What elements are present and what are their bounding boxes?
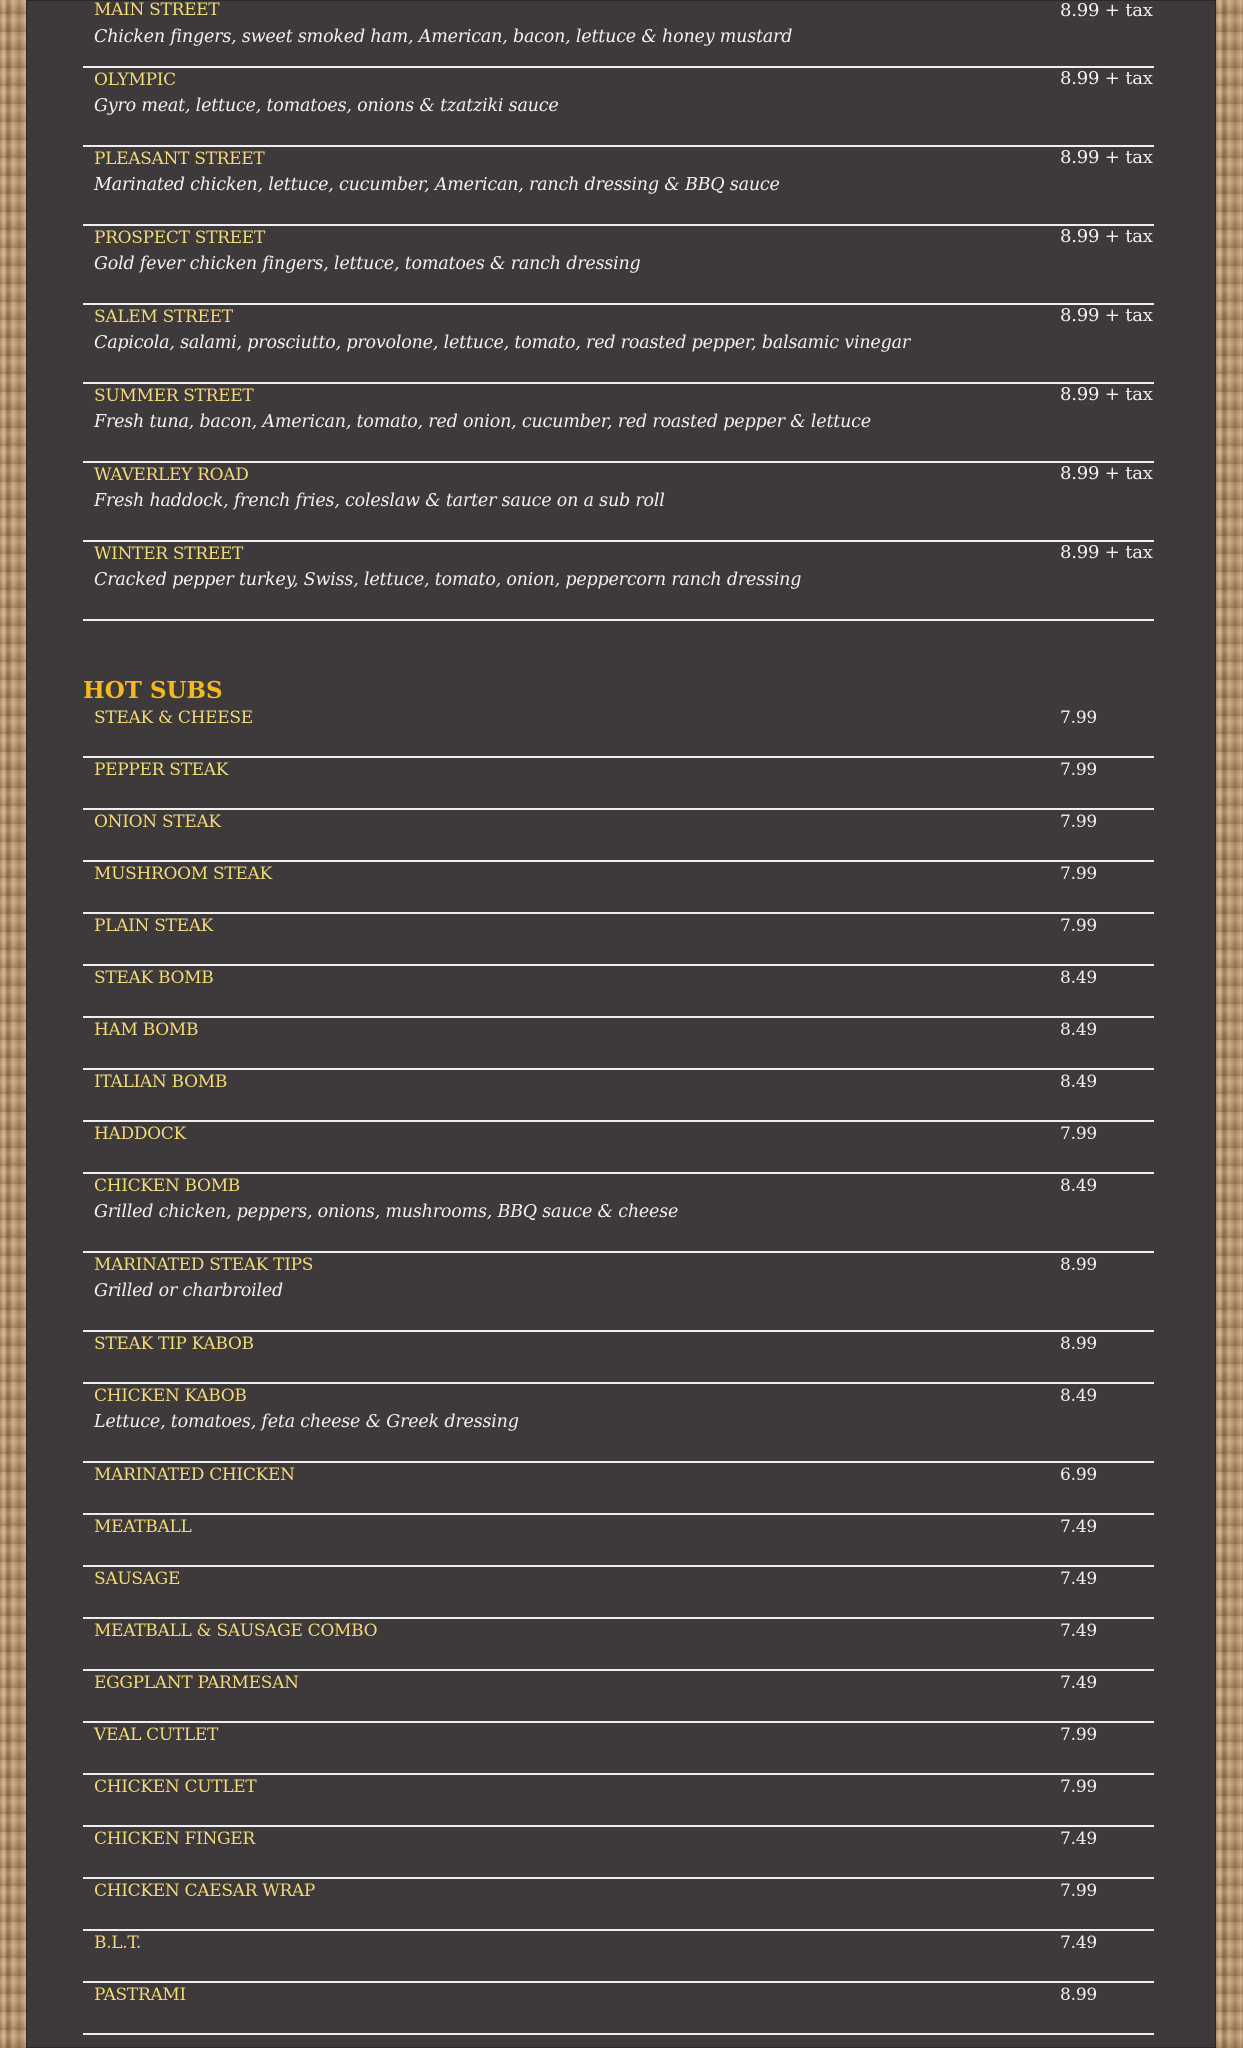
menu-content xyxy=(83,0,1154,2035)
menu-item xyxy=(83,147,1154,226)
item-name: OLYMPIC xyxy=(94,70,176,90)
item-name: ITALIAN BOMB xyxy=(94,1072,228,1092)
menu-item xyxy=(83,1253,1154,1332)
item-price: 6.99 xyxy=(1060,1465,1098,1485)
item-name: WINTER STREET xyxy=(94,544,244,564)
item-price: 8.49 xyxy=(1060,1176,1098,1196)
item-price: 7.49 xyxy=(1060,1621,1098,1641)
item-name: SUMMER STREET xyxy=(94,386,254,406)
item-name: CHICKEN BOMB xyxy=(94,1176,240,1196)
menu-item xyxy=(83,758,1154,810)
menu-item xyxy=(83,1018,1154,1070)
wood-frame-right xyxy=(1216,0,1243,2048)
menu-item xyxy=(83,1983,1154,2035)
item-price: 8.99 + tax xyxy=(1060,226,1153,247)
hot-subs-list xyxy=(83,706,1154,2035)
item-price: 7.49 xyxy=(1060,1829,1098,1849)
menu-item xyxy=(83,1070,1154,1122)
item-price: 8.99 xyxy=(1060,1985,1098,2005)
menu-item xyxy=(83,966,1154,1018)
item-price: 8.99 + tax xyxy=(1060,147,1153,168)
item-price: 8.99 + tax xyxy=(1060,305,1153,326)
menu-item xyxy=(83,706,1154,758)
item-price: 7.99 xyxy=(1060,708,1098,728)
item-price: 8.99 + tax xyxy=(1060,68,1153,89)
menu-item xyxy=(83,1332,1154,1384)
item-name: PLAIN STEAK xyxy=(94,916,214,936)
item-price: 8.49 xyxy=(1060,1072,1098,1092)
item-description: Grilled or charbroiled xyxy=(94,1281,284,1301)
item-description: Marinated chicken, lettuce, cucumber, American, ranch dressing & BBQ sauce xyxy=(94,175,780,195)
item-description: Fresh haddock, french fries, coleslaw & tarter sauce on a sub roll xyxy=(94,491,665,511)
cold-subs-list xyxy=(83,0,1154,621)
item-price: 7.49 xyxy=(1060,1673,1098,1693)
menu-item xyxy=(83,1671,1154,1723)
item-price: 8.99 + tax xyxy=(1060,542,1153,563)
item-description: Grilled chicken, peppers, onions, mushrooms, BBQ sauce & cheese xyxy=(94,1202,679,1222)
item-name: B.L.T. xyxy=(94,1933,142,1953)
item-price: 7.49 xyxy=(1060,1569,1098,1589)
menu-item xyxy=(83,1463,1154,1515)
item-price: 7.99 xyxy=(1060,1124,1098,1144)
item-name: EGGPLANT PARMESAN xyxy=(94,1673,299,1693)
item-price: 8.49 xyxy=(1060,968,1098,988)
item-description: Gyro meat, lettuce, tomatoes, onions & tzatziki sauce xyxy=(94,96,559,116)
item-price: 7.49 xyxy=(1060,1933,1098,1953)
menu-item xyxy=(83,1174,1154,1253)
menu-item xyxy=(83,1515,1154,1567)
item-price: 7.99 xyxy=(1060,916,1098,936)
menu-item xyxy=(83,463,1154,542)
item-name: PROSPECT STREET xyxy=(94,228,265,248)
item-description: Chicken fingers, sweet smoked ham, American, bacon, lettuce & honey mustard xyxy=(94,27,793,47)
menu-item xyxy=(83,384,1154,463)
item-name: MEATBALL xyxy=(94,1517,192,1537)
item-name: MARINATED CHICKEN xyxy=(94,1465,295,1485)
menu-item xyxy=(83,1122,1154,1174)
menu-item xyxy=(83,68,1154,147)
item-price: 7.99 xyxy=(1060,1881,1098,1901)
menu-item xyxy=(83,1619,1154,1671)
menu-item xyxy=(83,542,1154,621)
item-price: 7.99 xyxy=(1060,760,1098,780)
item-name: SALEM STREET xyxy=(94,307,233,327)
menu-item xyxy=(83,0,1154,68)
menu-item xyxy=(83,1879,1154,1931)
menu-panel xyxy=(26,0,1216,2048)
item-price: 7.99 xyxy=(1060,812,1098,832)
item-name: CHICKEN CUTLET xyxy=(94,1777,257,1797)
menu-item xyxy=(83,1775,1154,1827)
item-price: 7.99 xyxy=(1060,1777,1098,1797)
item-description: Lettuce, tomatoes, feta cheese & Greek dressing xyxy=(94,1412,519,1432)
item-name: CHICKEN KABOB xyxy=(94,1386,247,1406)
item-name: CHICKEN FINGER xyxy=(94,1829,255,1849)
item-price: 7.99 xyxy=(1060,1725,1098,1745)
item-name: PASTRAMI xyxy=(94,1985,186,2005)
item-name: MUSHROOM STEAK xyxy=(94,864,272,884)
item-name: WAVERLEY ROAD xyxy=(94,465,249,485)
menu-item xyxy=(83,810,1154,862)
item-name: CHICKEN CAESAR WRAP xyxy=(94,1881,316,1901)
menu-item xyxy=(83,1723,1154,1775)
item-name: VEAL CUTLET xyxy=(94,1725,219,1745)
menu-item xyxy=(83,1384,1154,1463)
item-price: 8.99 + tax xyxy=(1060,0,1153,21)
item-price: 8.99 + tax xyxy=(1060,463,1153,484)
item-name: STEAK BOMB xyxy=(94,968,214,988)
item-price: 8.49 xyxy=(1060,1386,1098,1406)
item-name: STEAK TIP KABOB xyxy=(94,1334,254,1354)
item-price: 8.49 xyxy=(1060,1020,1098,1040)
item-name: HADDOCK xyxy=(94,1124,186,1144)
item-price: 7.49 xyxy=(1060,1517,1098,1537)
item-price: 8.99 + tax xyxy=(1060,384,1153,405)
item-description: Capicola, salami, prosciutto, provolone, lettuce, tomato, red roasted pepper, balsamic vinegar xyxy=(94,333,910,353)
item-price: 8.99 xyxy=(1060,1334,1098,1354)
item-price: 8.99 xyxy=(1060,1255,1098,1275)
item-price: 7.99 xyxy=(1060,864,1098,884)
menu-item xyxy=(83,1827,1154,1879)
item-name: MAIN STREET xyxy=(94,0,220,20)
item-description: Gold fever chicken fingers, lettuce, tomatoes & ranch dressing xyxy=(94,254,641,274)
item-name: PEPPER STEAK xyxy=(94,760,229,780)
wood-frame-left xyxy=(0,0,26,2048)
item-name: STEAK & CHEESE xyxy=(94,708,253,728)
menu-item xyxy=(83,1567,1154,1619)
menu-item xyxy=(83,914,1154,966)
section-title-hot-subs: HOT SUBS xyxy=(83,677,223,704)
item-name: SAUSAGE xyxy=(94,1569,181,1589)
item-description: Fresh tuna, bacon, American, tomato, red onion, cucumber, red roasted pepper & lettuce xyxy=(94,412,871,432)
item-name: MARINATED STEAK TIPS xyxy=(94,1255,314,1275)
item-name: PLEASANT STREET xyxy=(94,149,265,169)
item-description: Cracked pepper turkey, Swiss, lettuce, tomato, onion, peppercorn ranch dressing xyxy=(94,570,802,590)
item-name: ONION STEAK xyxy=(94,812,221,832)
menu-item xyxy=(83,1931,1154,1983)
menu-item xyxy=(83,862,1154,914)
menu-item xyxy=(83,226,1154,305)
item-name: HAM BOMB xyxy=(94,1020,199,1040)
item-name: MEATBALL & SAUSAGE COMBO xyxy=(94,1621,378,1641)
menu-item xyxy=(83,305,1154,384)
